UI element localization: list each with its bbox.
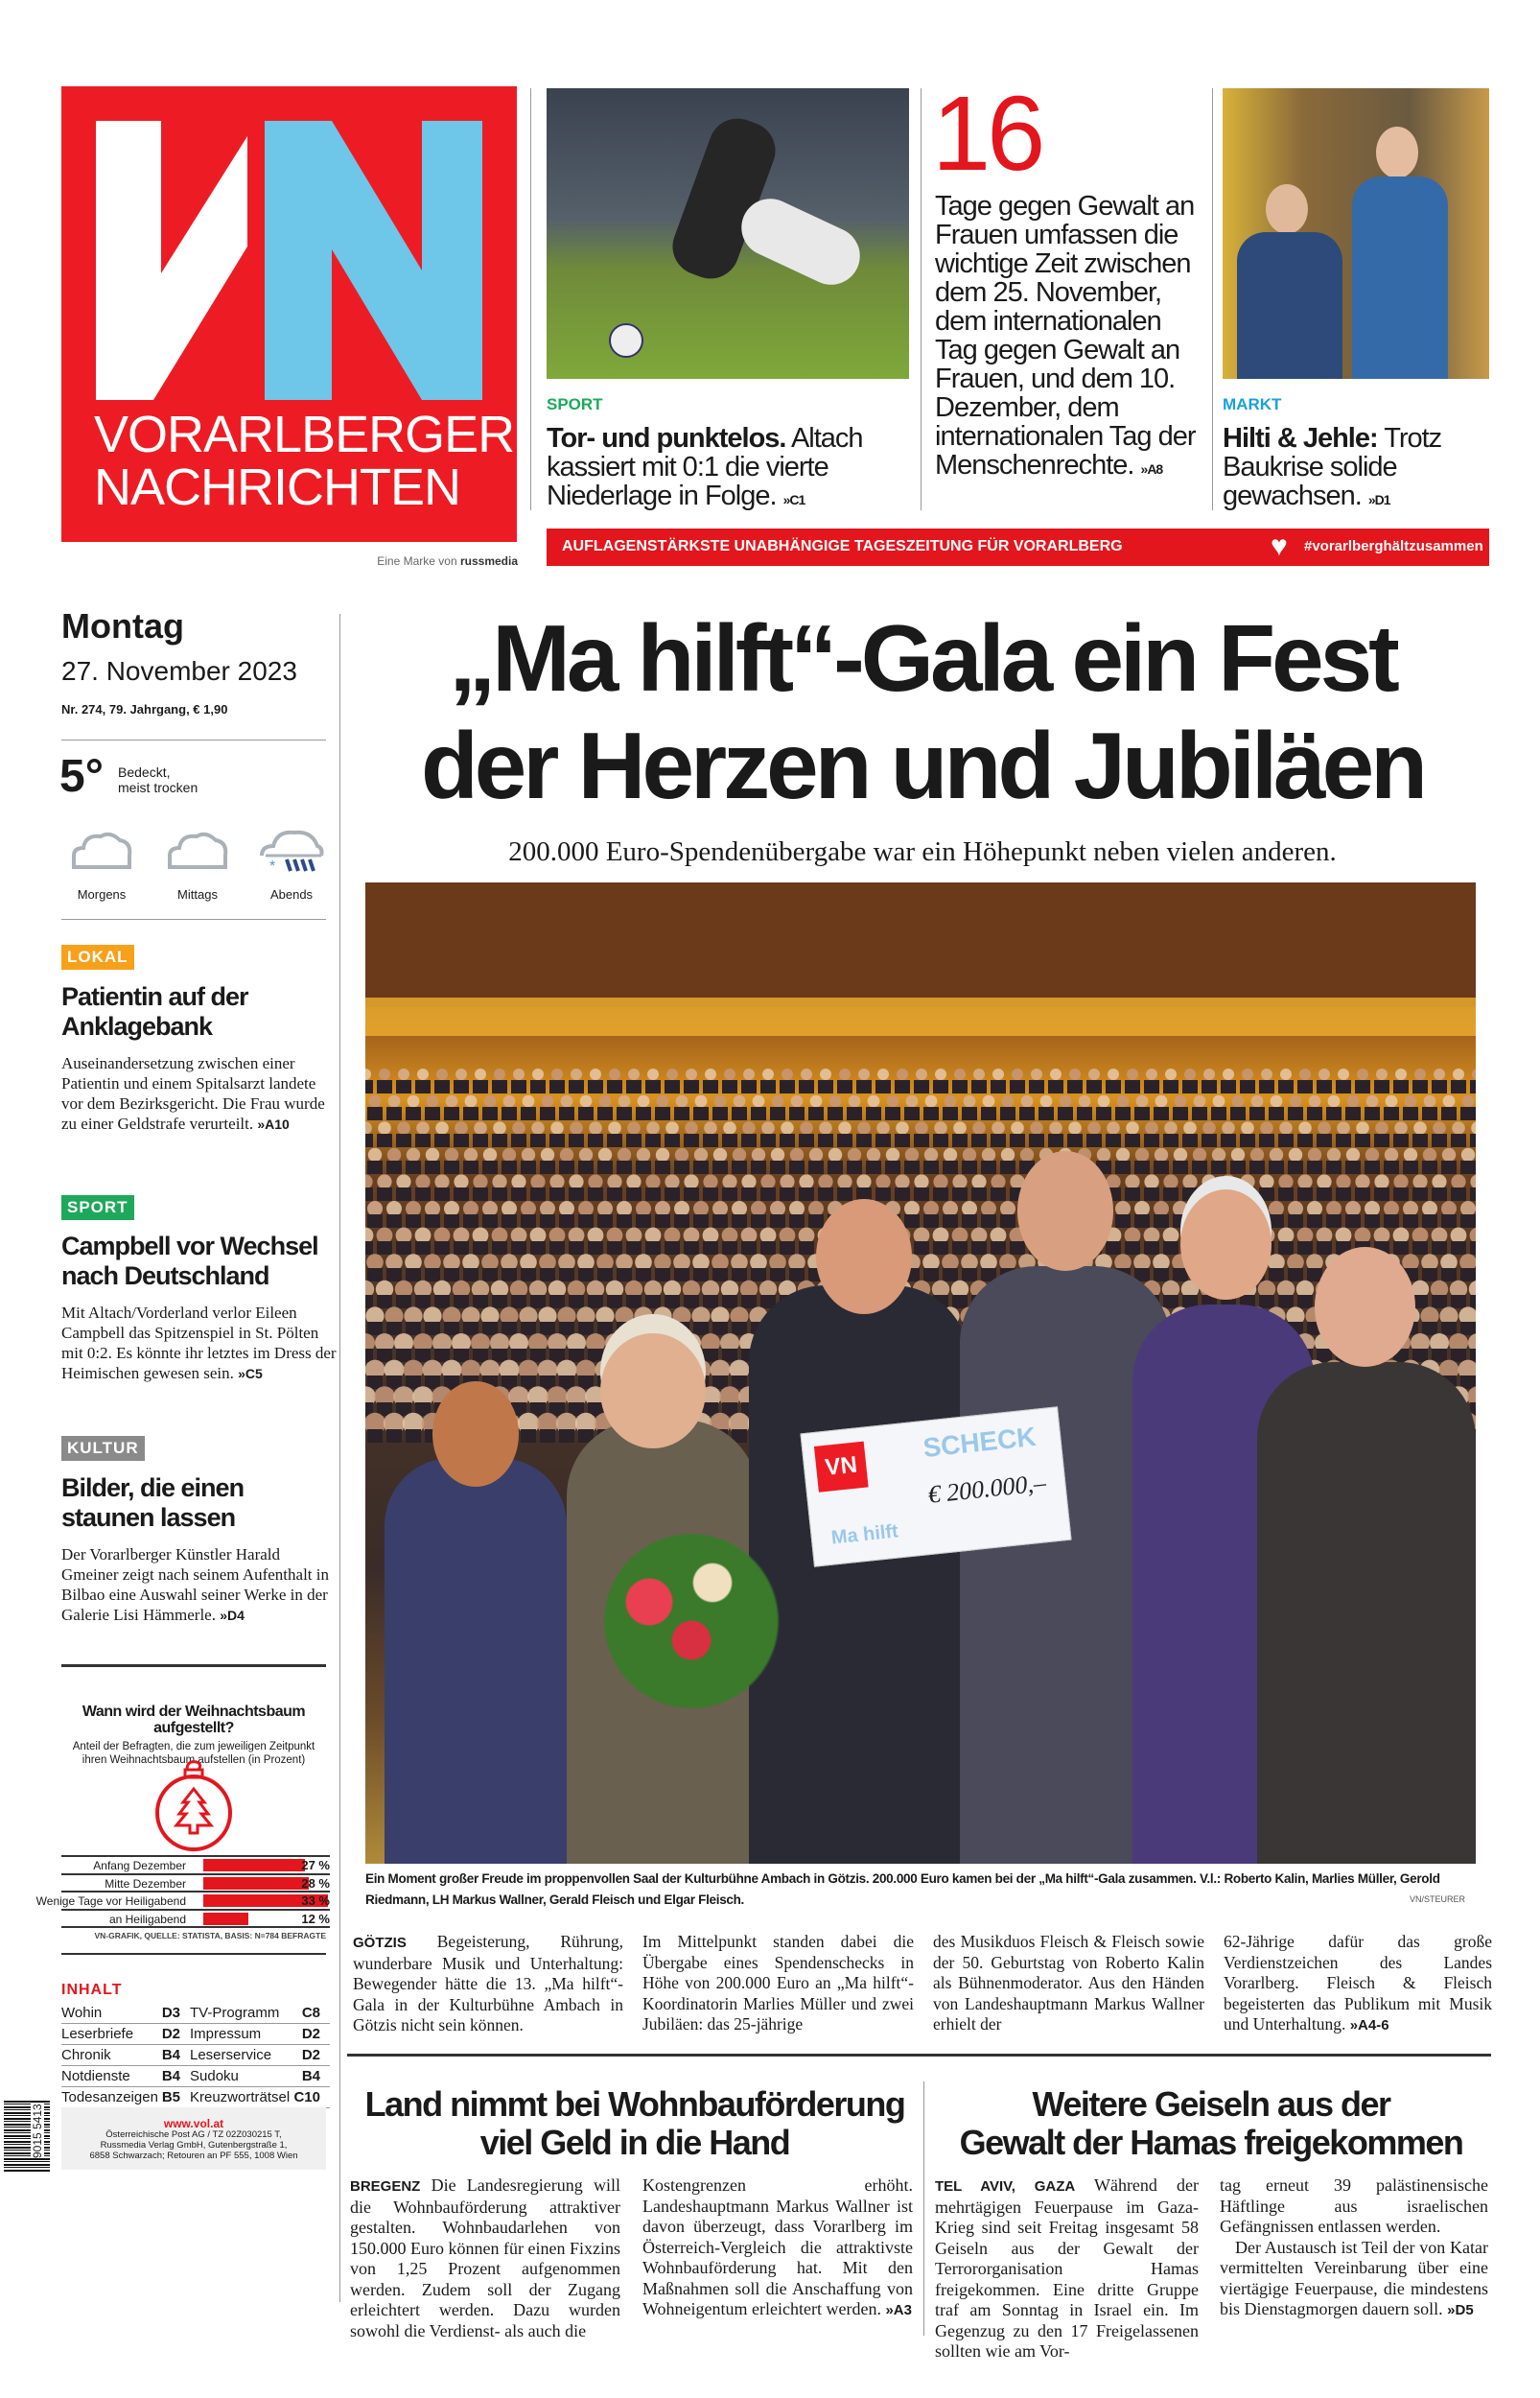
article-headline[interactable]: [347, 2085, 922, 2162]
column-text: 62-Jährige dafür das große Verdienstzeichen des Landes Vorarlberg. Fleisch & Fleisch begeisterten das Publikum mit Musik und Unterhaltung.: [1224, 1932, 1492, 2034]
cloud-icon: [164, 827, 231, 875]
headline-line: Gewalt der Hamas freigekommen: [959, 2123, 1463, 2162]
masthead-logo[interactable]: [61, 86, 517, 542]
footer-line: 6858 Schwarzach; Retouren an PF 555, 1008 Wien: [89, 2151, 298, 2161]
lead-subhead: 200.000 Euro-Spendenübergabe war ein Höhepunkt neben vielen anderen.: [508, 836, 1337, 867]
section-badge-kultur: KULTUR: [61, 1436, 145, 1461]
markt-teaser-photo[interactable]: [1223, 88, 1489, 379]
contents-item: Impressum: [190, 2024, 292, 2045]
divider: [61, 740, 326, 741]
page-number: D2: [161, 2024, 190, 2045]
divider: [61, 919, 326, 920]
divider: [530, 88, 531, 510]
lead-column-4: [1224, 1932, 1492, 2036]
column-text: Begeisterung, Rührung, wunderbare Musik und Unterhaltung: Bewegender hätte die 13. „Ma hilft“-Gala in der Kulturbühne Ambach in Götzis nicht sein können.: [353, 1932, 623, 2034]
footer-box: [61, 2107, 326, 2170]
divider: [61, 1953, 326, 1955]
section-badge-lokal: LOKAL: [61, 945, 134, 970]
weather-desc: [118, 764, 198, 795]
page-ref: »A8: [1140, 461, 1163, 477]
teaser-sport-text[interactable]: [547, 424, 909, 514]
page-number: B4: [161, 2066, 190, 2087]
cloud-snow-rain-icon: [258, 827, 325, 875]
date: 27. November 2023: [61, 656, 297, 686]
bar-value-label: 27 %: [301, 1858, 330, 1872]
inhalt-title: INHALT: [61, 1982, 123, 1998]
weekday: Montag: [61, 606, 184, 646]
weather-period-label: Mittags: [177, 887, 218, 902]
contents-item: Notdienste: [61, 2066, 161, 2087]
divider: [1212, 88, 1213, 510]
check-logo: VN: [814, 1442, 869, 1493]
article-column: [935, 2175, 1199, 2363]
page-ref: »D4: [220, 1608, 245, 1623]
sidebar-story-title[interactable]: Bilder, die einen staunen lassen: [61, 1473, 245, 1532]
contents-item: Todesanzeigen: [61, 2087, 161, 2108]
lead-headline[interactable]: [366, 604, 1479, 819]
sidebar-story-text: [61, 1053, 339, 1135]
vn-logo-mark: [61, 86, 517, 412]
contents-item: Wohin: [61, 2003, 161, 2024]
chart-row: [61, 1909, 330, 1927]
contents-row[interactable]: [61, 2045, 330, 2066]
bar: [203, 1877, 309, 1890]
section-badge-sport: SPORT: [61, 1195, 134, 1220]
headline-line: viel Geld in die Hand: [479, 2123, 790, 2162]
column-text: tag erneut 39 palästinensische Häftlinge aus israelischen Gefängnissen entlassen werden.: [1220, 2175, 1488, 2236]
chart-row: [61, 1873, 330, 1892]
contents-item: TV-Programm: [190, 2003, 292, 2024]
slogan-banner: [547, 529, 1489, 566]
sport-teaser-photo[interactable]: [547, 88, 909, 379]
dateline: BREGENZ: [350, 2178, 421, 2195]
teaser-section-sport: SPORT: [547, 395, 603, 413]
contents-row[interactable]: [61, 2024, 330, 2045]
contents-item: Leserbriefe: [61, 2024, 161, 2045]
barcode-number: 9015 5413: [31, 2104, 44, 2158]
person-figure: [1257, 1362, 1476, 1864]
chart-title: Wann wird der Weihnachtsbaum aufgestellt?: [82, 1704, 306, 1736]
stage-light: [365, 998, 1476, 1036]
sidebar-story-text: [61, 1544, 339, 1626]
donation-check: [800, 1406, 1071, 1566]
weather-period-label: Abends: [269, 887, 314, 902]
flower-bouquet: [586, 1525, 797, 1717]
weather-forecast: [61, 827, 330, 913]
dateline: GÖTZIS: [353, 1935, 407, 1951]
chart-row: [35, 1891, 330, 1909]
footer-line: Russmedia Verlag GmbH, Gutenbergstraße 1,: [100, 2140, 288, 2151]
bar-label: Anfang Dezember: [93, 1859, 186, 1872]
lead-column-1: [353, 1932, 623, 2036]
page-ref: »A4-6: [1349, 2017, 1389, 2034]
teaser-section-markt: MARKT: [1223, 395, 1282, 413]
bar: [203, 1913, 248, 1925]
column-text: Während der mehrtägigen Feuerpause im Gaza-Krieg sind seit Freitag insgesamt 58 Geiseln aus der Gewalt der Terrororganisation Hamas freigekommen. Eine dritte Gruppe traf am Sonntag in Israel ein. Im Gegenzug zu den 17 Freigelassenen sollten wie am Vor-: [935, 2175, 1199, 2361]
footer-line: Österreichische Post AG / TZ 02Z030215 T,: [105, 2129, 282, 2140]
contents-item: Sudoku: [190, 2066, 292, 2087]
teaser-body: Trotz Baukrise solide gewachsen.: [1223, 423, 1442, 511]
page-ref: »D1: [1367, 492, 1390, 507]
bar-value-label: 33 %: [301, 1893, 330, 1908]
teaser-number: 16: [932, 75, 1042, 193]
page-number: C8: [292, 2003, 330, 2024]
headline-line: „Ma hilft“-Gala ein Fest: [449, 605, 1396, 711]
article-headline[interactable]: [930, 2085, 1492, 2162]
page-number: B4: [292, 2066, 330, 2087]
svg-text:*: *: [269, 858, 276, 875]
page-ref: »C5: [238, 1366, 263, 1381]
hashtag[interactable]: #vorarlberghältzusammen: [1304, 538, 1483, 554]
barcode: [4, 2101, 50, 2173]
sidebar-story-title[interactable]: Patientin auf der Anklagebank: [61, 982, 248, 1041]
page-number: B4: [161, 2045, 190, 2066]
temperature: 5°: [59, 751, 104, 802]
slogan: AUFLAGENSTÄRKSTE UNABHÄNGIGE TAGESZEITUNG FÜR VORARLBERG: [562, 538, 1123, 554]
lead-column-3: des Musikduos Fleisch & Fleisch sowie der 50. Geburtstag von Roberto Kalin als Bühnenmoderator. Aus den Händen von Landeshauptmann Markus Wallner erhielt der: [933, 1932, 1204, 2034]
story-body: Auseinandersetzung zwischen einer Patientin und einem Spitalsarzt landete vor dem Bezirksgericht. Die Frau wurde zu einer Geldstrafe verurteilt.: [61, 1054, 325, 1133]
headline-line: Land nimmt bei Wohnbauförderung: [364, 2084, 905, 2124]
teaser-bold: Hilti & Jehle:: [1223, 423, 1378, 454]
chart-source: VN-GRAFIK, QUELLE: STATISTA, BASIS: N=784 BEFRAGTE: [94, 1931, 326, 1940]
issue-info: Nr. 274, 79. Jahrgang, € 1,90: [61, 702, 228, 717]
divider: [923, 2081, 924, 2336]
bar-label: Mitte Dezember: [105, 1876, 186, 1891]
page-number: D3: [161, 2003, 190, 2024]
teaser-body: Altach kassiert mit 0:1 die vierte Niederlage in Folge.: [547, 423, 863, 511]
check-title: SCHECK: [922, 1421, 1038, 1464]
sidebar-story-title[interactable]: Campbell vor Wechsel nach Deutschland: [61, 1232, 318, 1290]
contents-row[interactable]: [61, 2087, 330, 2108]
contents-item: Chronik: [61, 2045, 161, 2066]
teaser-markt-text[interactable]: [1223, 424, 1496, 514]
contents-row[interactable]: [61, 2066, 330, 2087]
teaser-16-text[interactable]: [935, 192, 1205, 483]
lead-photo[interactable]: [365, 882, 1476, 1864]
weather-period-label: Morgens: [77, 887, 127, 902]
page-number: B5: [161, 2087, 190, 2108]
bar-label: Wenige Tage vor Heiligabend: [35, 1894, 186, 1908]
page-number: D2: [292, 2024, 330, 2045]
divider: [921, 88, 922, 510]
masthead-name-line2: NACHRICHTEN: [94, 458, 461, 516]
weather-desc-line: Bedeckt,: [118, 764, 171, 780]
brand-prefix: Eine Marke von: [377, 554, 457, 568]
teaser-body: Tage gegen Gewalt an Frauen umfassen die wichtige Zeit zwischen dem 25. November, dem internationalen Tag gegen Gewalt an Frauen, und dem 10. Dezember, dem internationalen Tag der Menschenrechte.: [935, 191, 1196, 481]
article-column: [350, 2175, 620, 2341]
chart-subtitle: Anteil der Befragten, die zum jeweiligen Zeitpunkt ihren Weihnachtsbaum aufstellen (in Prozent): [72, 1741, 315, 1766]
masthead-name-line1: VORARLBERGER: [94, 406, 515, 463]
story-body: Der Vorarlberger Künstler Harald Gmeiner zeigt nach seinem Aufenthalt in Bilbao eine Auswahl seiner Werke in der Galerie Lisi Hämmerle.: [61, 1545, 329, 1624]
chart-row: [61, 1855, 330, 1873]
contents-table: [61, 2003, 330, 2108]
photo-credit: VN/STEURER: [1410, 1894, 1466, 1904]
lead-column-2: Im Mittelpunkt standen dabei die Übergabe eines Spendenschecks in Höhe von 200.000 Euro an „Ma hilft“-Koordinatorin Marlies Müller und zwei Jubiläen: das 25-jährige: [642, 1932, 914, 2034]
divider: [61, 1664, 326, 1667]
page-ref: »A3: [885, 2302, 912, 2318]
article-column: [1220, 2175, 1488, 2321]
column-text: Die Landesregierung will die Wohnbauförderung attraktiver gestalten. Wohnbaudarlehen von 150.000 Euro können für einen Fixzins von 1,25 Prozent aufgenommen werden. Zudem soll der Zugang erleichtert werden. Dazu wurden sowohl die Verdienst- als auch die: [350, 2175, 620, 2340]
column-text: [1220, 2238, 1488, 2321]
story-body: Mit Altach/Vorderland verlor Eileen Campbell das Spitzenspiel in St. Pölten mit 0:2. Es könnte ihr letztes im Dress der Heimischen gewesen sein.: [61, 1304, 337, 1382]
page-number: D2: [292, 2045, 330, 2066]
contents-item: Leserservice: [190, 2045, 292, 2066]
bar-value-label: 28 %: [301, 1875, 330, 1891]
page-ref: »A10: [257, 1117, 290, 1132]
hall-ceiling: [365, 882, 1476, 1007]
article-column: [642, 2175, 913, 2321]
cloud-icon: [68, 827, 135, 875]
headline-line: der Herzen und Jubiläen: [420, 713, 1425, 818]
check-amount: € 200.000,–: [926, 1469, 1048, 1509]
website-link[interactable]: www.vol.at: [163, 2117, 224, 2130]
weather-desc-line: meist trocken: [118, 780, 198, 795]
brand-line: [326, 554, 518, 568]
contents-row[interactable]: [61, 2003, 330, 2024]
bar: [203, 1859, 305, 1871]
bar-value-label: 12 %: [301, 1911, 330, 1926]
page-ref: »D5: [1447, 2302, 1474, 2318]
page-ref: »C1: [782, 492, 805, 507]
column-divider: [339, 614, 340, 2302]
russmedia-logo: russmedia: [459, 554, 518, 568]
page-number: C10: [292, 2087, 330, 2108]
teaser-bold: Tor- und punktelos.: [547, 423, 786, 454]
person-figure: [385, 1458, 567, 1864]
christmas-ornament-icon: [149, 1760, 240, 1851]
dateline: TEL AVIV, GAZA: [935, 2178, 1076, 2195]
contents-item: Kreuzworträtsel: [190, 2087, 292, 2108]
chart-baseline: [61, 1926, 330, 1928]
column-text: Kostengrenzen erhöht. Landeshauptmann Markus Wallner ist davon überzeugt, dass Vorarlberg im Österreich-Vergleich die attraktivste Wohnbauförderung hat. Mit den Maßnahmen soll die Anschaffung von Wohneigentum erleichtert werden.: [642, 2175, 913, 2318]
photo-caption: Ein Moment großer Freude im proppenvollen Saal der Kulturbühne Ambach in Götzis. 200.000 Euro kamen bei der „Ma hilft“-Gala zusammen. V.l.: Roberto Kalin, Marlies Müller, Gerold Riedmann, LH Markus Wallner, Gerald Fleisch und Elgar Fleisch.: [365, 1871, 1440, 1907]
check-campaign: Ma hilft: [829, 1520, 899, 1549]
sidebar-story-text: [61, 1303, 339, 1384]
divider: [347, 2054, 1491, 2057]
heart-icon: ♥: [1271, 530, 1288, 562]
column-text: Der Austausch ist Teil der von Katar vermittelten Vereinbarung über eine viertägige Feuerpause, die mindestens bis Dienstagmorgen dauern soll.: [1220, 2237, 1488, 2318]
headline-line: Weitere Geiseln aus der: [1032, 2084, 1390, 2124]
bar-label: an Heiligabend: [108, 1912, 186, 1926]
